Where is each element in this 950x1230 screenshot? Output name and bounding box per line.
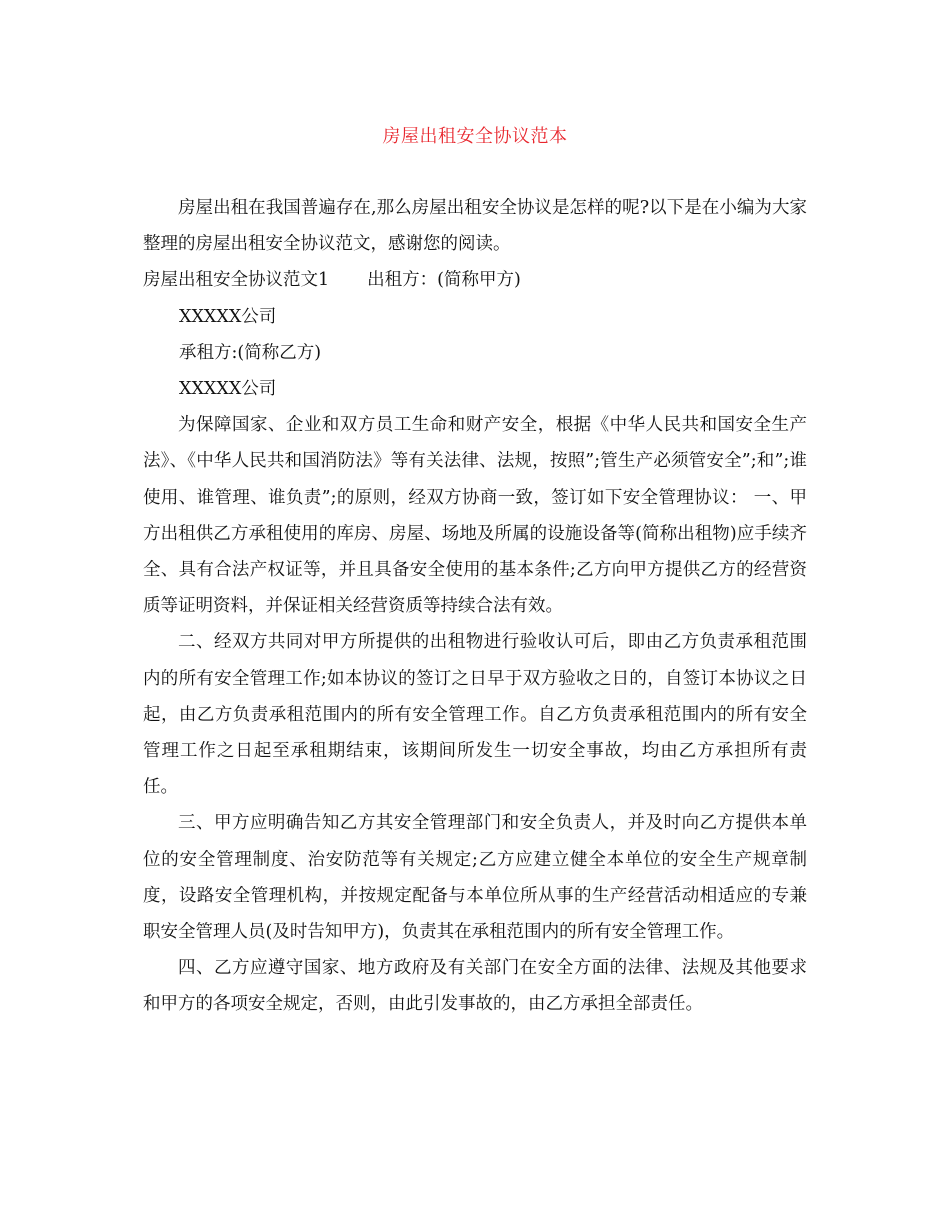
section-heading-line (143, 262, 807, 298)
intro-paragraph: 房屋出租在我国普遍存在,那么房屋出租安全协议是怎样的呢?以下是在小编为大家整理的房屋出租安全协议范文，感谢您的阅读。 (143, 198, 807, 255)
paragraph-2: 二、经双方共同对甲方所提供的出租物进行验收认可后，即由乙方负责承租范围内的所有安全管理工作;如本协议的签订之日早于双方验收之日的，自签订本协议之日起，由乙方负责承租范围内的所有安全管理工作。自乙方负责承租范围内的所有安全管理工作之日起至承租期结束，该期间所发生一切安全事故，均由乙方承担所有责任。 (143, 632, 807, 798)
document-body (143, 190, 807, 1023)
lessor-label: 出租方：(简称甲方) (367, 270, 521, 291)
paragraph-3: 三、甲方应明确告知乙方其安全管理部门和安全负责人，并及时向乙方提供本单位的安全管理制度、治安防范等有关规定;乙方应建立健全本单位的安全生产规章制度，设路安全管理机构，并按规定配备与本单位所从事的生产经营活动相适应的专兼职安全管理人员(及时告知甲方)，负责其在承租范围内的所有安全管理工作。 (143, 813, 807, 943)
paragraph-1: 为保障国家、企业和双方员工生命和财产安全，根据《中华人民共和国安全生产法》、《中华人民共和国消防法》等有关法律、法规，按照”;管生产必须管安全”;和”;谁使用、谁管理、谁负责”;的原则，经双方协商一致，签订如下安全管理协议： 一、甲方出租供乙方承租使用的库房、房屋、场地及所属的设施设备等(简称出租物)应手续齐全、具有合法产权证等，并且具备安全使用的基本条件;乙方向甲方提供乙方的经营资质等证明资料，并保证相关经营资质等持续合法有效。 (143, 415, 807, 617)
lessee-label: 承租方:(简称乙方) (179, 342, 322, 363)
document-title: 房屋出租安全协议范本 (382, 126, 568, 147)
lessee-company: XXXXX公司 (179, 379, 277, 400)
paragraph-4: 四、乙方应遵守国家、地方政府及有关部门在安全方面的法律、法规及其他要求和甲方的各项安全规定，否则，由此引发事故的，由乙方承担全部责任。 (143, 958, 807, 1015)
section-heading: 房屋出租安全协议范文1 (143, 270, 330, 291)
lessor-company: XXXXX公司 (179, 306, 277, 327)
